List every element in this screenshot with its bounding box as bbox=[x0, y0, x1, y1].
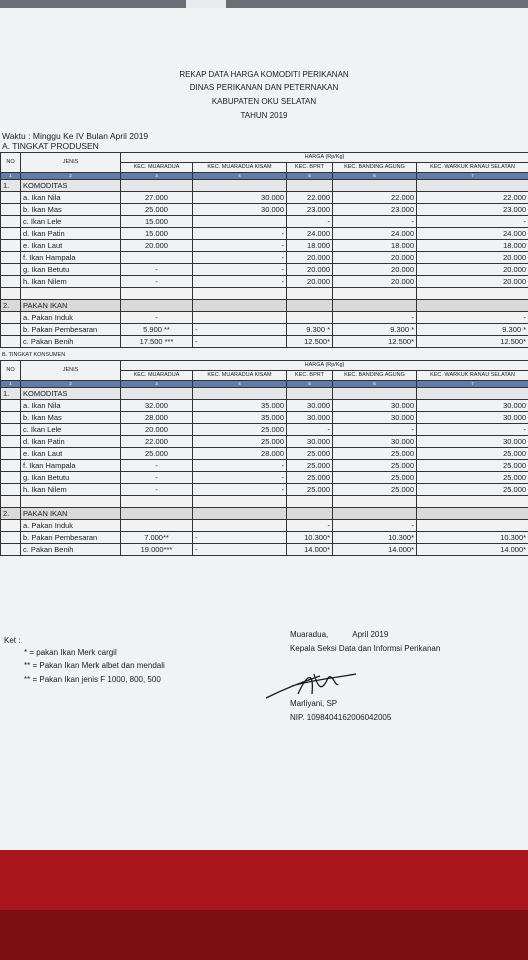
price-cell: 24.000 bbox=[287, 228, 333, 240]
price-cell: - bbox=[193, 532, 287, 544]
category-label: PAKAN IKAN bbox=[21, 508, 121, 520]
table-cell bbox=[121, 300, 193, 312]
price-cell: 20.000 bbox=[417, 264, 528, 276]
signature-date: April 2019 bbox=[352, 630, 389, 639]
surface-shadow bbox=[0, 910, 528, 960]
table-row bbox=[1, 252, 528, 264]
price-cell: - bbox=[193, 460, 287, 472]
table-cell bbox=[1, 228, 21, 240]
price-cell: 30.000 bbox=[333, 412, 417, 424]
price-cell: 12.500* bbox=[417, 336, 528, 348]
price-cell bbox=[193, 520, 287, 532]
table-row bbox=[1, 240, 528, 252]
table-cell bbox=[333, 388, 417, 400]
table-cell bbox=[193, 388, 287, 400]
price-cell: 25.000 bbox=[333, 484, 417, 496]
price-cell: 22.000 bbox=[333, 192, 417, 204]
price-cell: 20.000 bbox=[121, 424, 193, 436]
commodity-name: d. Ikan Patin bbox=[21, 228, 121, 240]
category-row bbox=[1, 388, 528, 400]
header-no: NO bbox=[1, 361, 21, 381]
category-number: 2. bbox=[1, 508, 21, 520]
table-cell bbox=[287, 508, 333, 520]
price-cell: 30.000 bbox=[333, 436, 417, 448]
table-row bbox=[1, 544, 528, 556]
price-cell: - bbox=[121, 276, 193, 288]
price-cell: - bbox=[333, 520, 417, 532]
table-row bbox=[1, 204, 528, 216]
key-text: = pakan Ikan Merk cargil bbox=[29, 648, 117, 657]
commodity-name: h. Ikan Nilem bbox=[21, 276, 121, 288]
header-district: KEC. MUARADUA KISAM bbox=[193, 163, 287, 173]
key-item bbox=[24, 675, 161, 684]
price-cell: - bbox=[417, 216, 528, 228]
price-cell: - bbox=[333, 312, 417, 324]
key-text: = Pakan Ikan jenis F 1000, 800, 500 bbox=[32, 675, 161, 684]
key-marker: ** bbox=[24, 675, 31, 684]
table-cell bbox=[417, 288, 528, 300]
price-cell: 30.000 bbox=[417, 436, 528, 448]
column-number: 6 bbox=[333, 381, 417, 388]
price-cell: - bbox=[193, 544, 287, 556]
section-b-title: B. TINGKAT KONSUMEN bbox=[2, 352, 66, 358]
table-row bbox=[1, 324, 528, 336]
column-number: 6 bbox=[333, 173, 417, 180]
header-row bbox=[1, 361, 528, 371]
price-cell: - bbox=[193, 484, 287, 496]
table-cell bbox=[121, 288, 193, 300]
price-cell: 20.000 bbox=[287, 264, 333, 276]
price-cell: - bbox=[193, 324, 287, 336]
category-number: 1. bbox=[1, 180, 21, 192]
table-cell bbox=[1, 240, 21, 252]
price-cell bbox=[193, 312, 287, 324]
price-cell: - bbox=[417, 312, 528, 324]
table-cell bbox=[287, 300, 333, 312]
category-row bbox=[1, 180, 528, 192]
column-number: 2 bbox=[21, 381, 121, 388]
key-marker: ** bbox=[24, 661, 31, 670]
red-surface bbox=[0, 850, 528, 960]
price-cell: 25.000 bbox=[333, 472, 417, 484]
column-number-row bbox=[1, 381, 528, 388]
price-cell: 27.000 bbox=[121, 192, 193, 204]
table-row bbox=[1, 448, 528, 460]
header-harga: HARGA (Rp/Kg) bbox=[121, 153, 528, 163]
commodity-name: a. Ikan Nila bbox=[21, 400, 121, 412]
table-cell bbox=[121, 508, 193, 520]
title-line-3: KABUPATEN OKU SELATAN bbox=[211, 97, 317, 106]
commodity-name: g. Ikan Betutu bbox=[21, 472, 121, 484]
table-cell bbox=[1, 336, 21, 348]
price-cell: - bbox=[333, 216, 417, 228]
price-cell: - bbox=[287, 216, 333, 228]
price-cell: 18.000 bbox=[333, 240, 417, 252]
table-row bbox=[1, 276, 528, 288]
table-cell bbox=[1, 436, 21, 448]
table-cell bbox=[1, 484, 21, 496]
price-cell bbox=[121, 252, 193, 264]
price-cell: - bbox=[193, 252, 287, 264]
price-cell: 30.000 bbox=[193, 192, 287, 204]
column-number: 4 bbox=[193, 381, 287, 388]
price-cell: 10.300* bbox=[417, 532, 528, 544]
price-cell: - bbox=[121, 484, 193, 496]
price-cell: 15.000 bbox=[121, 228, 193, 240]
price-cell bbox=[417, 520, 528, 532]
consumer-price-table bbox=[0, 360, 528, 556]
price-cell: - bbox=[121, 264, 193, 276]
table-row bbox=[1, 228, 528, 240]
table-cell bbox=[1, 496, 21, 508]
column-number: 3 bbox=[121, 173, 193, 180]
price-cell: - bbox=[417, 424, 528, 436]
price-cell: 15.000 bbox=[121, 216, 193, 228]
table-row bbox=[1, 424, 528, 436]
price-cell: - bbox=[333, 424, 417, 436]
table-cell bbox=[1, 288, 21, 300]
category-row bbox=[1, 300, 528, 312]
table-cell bbox=[287, 180, 333, 192]
table-row bbox=[1, 216, 528, 228]
price-cell: 23.000 bbox=[333, 204, 417, 216]
price-cell: - bbox=[121, 460, 193, 472]
price-cell: 23.000 bbox=[287, 204, 333, 216]
price-cell: 25.000 bbox=[287, 472, 333, 484]
table-cell bbox=[1, 424, 21, 436]
price-cell: 35.000 bbox=[193, 400, 287, 412]
table-cell bbox=[1, 276, 21, 288]
price-cell: 25.000 bbox=[417, 472, 528, 484]
table-cell bbox=[1, 460, 21, 472]
table-cell bbox=[1, 264, 21, 276]
table-row bbox=[1, 400, 528, 412]
price-cell: 25.000 bbox=[417, 448, 528, 460]
price-cell: 35.000 bbox=[193, 412, 287, 424]
price-cell: 20.000 bbox=[333, 264, 417, 276]
feed-name: b. Pakan Pembesaran bbox=[21, 324, 121, 336]
table-row bbox=[1, 412, 528, 424]
table-row bbox=[1, 520, 528, 532]
table-cell bbox=[287, 288, 333, 300]
price-cell: 10.300* bbox=[333, 532, 417, 544]
column-number: 5 bbox=[287, 381, 333, 388]
price-cell: - bbox=[193, 264, 287, 276]
column-number: 7 bbox=[417, 381, 528, 388]
price-cell: 18.000 bbox=[417, 240, 528, 252]
table-cell bbox=[193, 180, 287, 192]
price-cell: 30.000 bbox=[417, 400, 528, 412]
table-cell bbox=[417, 508, 528, 520]
signature-place: Muaradua, bbox=[290, 630, 329, 639]
header-district: KEC. MUARADUA KISAM bbox=[193, 371, 287, 381]
feed-name: a. Pakan Induk bbox=[21, 312, 121, 324]
table-row bbox=[1, 264, 528, 276]
price-cell: 30.000 bbox=[287, 436, 333, 448]
price-cell: 23.000 bbox=[417, 204, 528, 216]
category-number: 1. bbox=[1, 388, 21, 400]
price-cell: 9.300 * bbox=[333, 324, 417, 336]
table-cell bbox=[417, 180, 528, 192]
price-cell: 25.000 bbox=[193, 424, 287, 436]
price-cell: - bbox=[193, 228, 287, 240]
header-row bbox=[1, 153, 528, 163]
table-cell bbox=[1, 532, 21, 544]
price-cell: - bbox=[287, 520, 333, 532]
price-cell: 24.000 bbox=[417, 228, 528, 240]
commodity-name: f. Ikan Hampala bbox=[21, 460, 121, 472]
table-cell bbox=[1, 544, 21, 556]
table-cell bbox=[333, 180, 417, 192]
header-harga: HARGA (Rp/Kg) bbox=[121, 361, 528, 371]
commodity-name: f. Ikan Hampala bbox=[21, 252, 121, 264]
header-district: KEC. MUARADUA bbox=[121, 371, 193, 381]
table-row bbox=[1, 336, 528, 348]
producer-price-table bbox=[0, 152, 528, 348]
table-cell bbox=[1, 520, 21, 532]
table-row bbox=[1, 436, 528, 448]
price-cell: 25.000 bbox=[287, 460, 333, 472]
table-cell bbox=[193, 300, 287, 312]
table-row bbox=[1, 192, 528, 204]
table-cell bbox=[1, 412, 21, 424]
table-cell bbox=[1, 400, 21, 412]
feed-name: b. Pakan Pembesaran bbox=[21, 532, 121, 544]
category-label: KOMODITAS bbox=[21, 388, 121, 400]
price-cell: 25.000 bbox=[121, 448, 193, 460]
header-district: KEC. MUARADUA bbox=[121, 163, 193, 173]
table-cell bbox=[1, 204, 21, 216]
category-row bbox=[1, 508, 528, 520]
period-label: Waktu : Minggu Ke IV Bulan April 2019 bbox=[2, 131, 149, 141]
header-district: KEC. BPRT bbox=[287, 163, 333, 173]
table-row bbox=[1, 484, 528, 496]
key-item bbox=[24, 648, 117, 657]
table-cell bbox=[1, 312, 21, 324]
table-cell bbox=[21, 288, 121, 300]
table-cell bbox=[333, 288, 417, 300]
table-cell bbox=[1, 252, 21, 264]
commodity-name: b. Ikan Mas bbox=[21, 412, 121, 424]
header-district: KEC. BPRT bbox=[287, 371, 333, 381]
price-cell: 32.000 bbox=[121, 400, 193, 412]
price-cell: 17.500 *** bbox=[121, 336, 193, 348]
table-cell bbox=[193, 508, 287, 520]
table-cell bbox=[1, 448, 21, 460]
price-cell: - bbox=[193, 240, 287, 252]
table-cell bbox=[1, 324, 21, 336]
commodity-name: e. Ikan Laut bbox=[21, 240, 121, 252]
price-cell: 14.000* bbox=[333, 544, 417, 556]
price-cell: 20.000 bbox=[333, 276, 417, 288]
signature-nip: NIP. 1098404162006042005 bbox=[290, 713, 392, 722]
commodity-name: a. Ikan Nila bbox=[21, 192, 121, 204]
signature-place-date bbox=[290, 630, 388, 639]
price-cell bbox=[121, 520, 193, 532]
category-label: PAKAN IKAN bbox=[21, 300, 121, 312]
price-cell: - bbox=[193, 336, 287, 348]
table-cell bbox=[417, 300, 528, 312]
table-cell bbox=[1, 192, 21, 204]
price-cell: 25.000 bbox=[193, 436, 287, 448]
signature-role: Kepala Seksi Data dan Informsi Perikanan bbox=[290, 644, 441, 653]
table-cell bbox=[417, 496, 528, 508]
header-district: KEC. WARKUK RANAU SELATAN bbox=[417, 163, 528, 173]
table-cell bbox=[417, 388, 528, 400]
price-cell: 9.300 * bbox=[287, 324, 333, 336]
table-row bbox=[1, 460, 528, 472]
commodity-name: c. Ikan Lele bbox=[21, 424, 121, 436]
price-cell: 5.900 ** bbox=[121, 324, 193, 336]
table-cell bbox=[121, 496, 193, 508]
price-cell: 9.300 * bbox=[417, 324, 528, 336]
header-district: KEC. BANDING AGUNG bbox=[333, 163, 417, 173]
commodity-name: g. Ikan Betutu bbox=[21, 264, 121, 276]
table-cell bbox=[287, 496, 333, 508]
price-cell: 30.000 bbox=[287, 400, 333, 412]
price-cell: 10.300* bbox=[287, 532, 333, 544]
signature-scribble bbox=[262, 668, 362, 702]
title-line-2: DINAS PERIKANAN DAN PETERNAKAN bbox=[189, 83, 339, 92]
price-cell: 19.000*** bbox=[121, 544, 193, 556]
commodity-name: h. Ikan Nilem bbox=[21, 484, 121, 496]
price-cell: - bbox=[121, 312, 193, 324]
price-cell: 30.000 bbox=[287, 412, 333, 424]
title-line-1: REKAP DATA HARGA KOMODITI PERIKANAN bbox=[179, 70, 349, 79]
commodity-name: b. Ikan Mas bbox=[21, 204, 121, 216]
price-cell: 24.000 bbox=[333, 228, 417, 240]
table-row bbox=[1, 532, 528, 544]
spacer-row bbox=[1, 288, 528, 300]
price-cell: 22.000 bbox=[287, 192, 333, 204]
price-cell: 20.000 bbox=[287, 276, 333, 288]
table-row bbox=[1, 472, 528, 484]
price-cell: 25.000 bbox=[417, 460, 528, 472]
price-cell: 22.000 bbox=[121, 436, 193, 448]
column-number: 2 bbox=[21, 173, 121, 180]
column-number-row bbox=[1, 173, 528, 180]
header-jenis: JENIS bbox=[21, 153, 121, 173]
price-cell: 25.000 bbox=[417, 484, 528, 496]
column-number: 1 bbox=[1, 381, 21, 388]
feed-name: c. Pakan Benih bbox=[21, 336, 121, 348]
key-marker: * bbox=[24, 648, 28, 657]
price-cell: 20.000 bbox=[121, 240, 193, 252]
key-label: Ket : bbox=[4, 636, 21, 645]
column-number: 7 bbox=[417, 173, 528, 180]
spacer-row bbox=[1, 496, 528, 508]
table-cell bbox=[1, 216, 21, 228]
table-cell bbox=[1, 472, 21, 484]
header-no: NO bbox=[1, 153, 21, 173]
header-jenis: JENIS bbox=[21, 361, 121, 381]
price-cell: 30.000 bbox=[333, 400, 417, 412]
price-cell: 20.000 bbox=[333, 252, 417, 264]
price-cell: 28.000 bbox=[193, 448, 287, 460]
table-cell bbox=[333, 496, 417, 508]
commodity-name: d. Ikan Patin bbox=[21, 436, 121, 448]
commodity-name: c. Ikan Lele bbox=[21, 216, 121, 228]
price-cell: 20.000 bbox=[417, 252, 528, 264]
feed-name: c. Pakan Benih bbox=[21, 544, 121, 556]
price-cell: 20.000 bbox=[287, 252, 333, 264]
table-cell bbox=[333, 300, 417, 312]
price-cell: 25.000 bbox=[333, 448, 417, 460]
table-row bbox=[1, 312, 528, 324]
column-number: 5 bbox=[287, 173, 333, 180]
document-title bbox=[0, 70, 528, 120]
price-cell: 30.000 bbox=[417, 412, 528, 424]
price-cell bbox=[193, 216, 287, 228]
price-cell: 25.000 bbox=[121, 204, 193, 216]
price-cell: - bbox=[121, 472, 193, 484]
category-label: KOMODITAS bbox=[21, 180, 121, 192]
commodity-name: e. Ikan Laut bbox=[21, 448, 121, 460]
price-cell: 20.000 bbox=[417, 276, 528, 288]
price-cell: - bbox=[193, 472, 287, 484]
price-cell: 18.000 bbox=[287, 240, 333, 252]
price-cell: 12.500* bbox=[333, 336, 417, 348]
header-district: KEC. BANDING AGUNG bbox=[333, 371, 417, 381]
price-cell: - bbox=[193, 276, 287, 288]
price-cell bbox=[287, 312, 333, 324]
table-cell bbox=[21, 496, 121, 508]
table-cell bbox=[193, 288, 287, 300]
price-cell: 28.000 bbox=[121, 412, 193, 424]
price-cell: 25.000 bbox=[333, 460, 417, 472]
price-cell: 25.000 bbox=[287, 448, 333, 460]
price-cell: 14.000* bbox=[417, 544, 528, 556]
key-text: = Pakan Ikan Merk albet dan mendali bbox=[32, 661, 165, 670]
price-cell: - bbox=[287, 424, 333, 436]
table-cell bbox=[193, 496, 287, 508]
price-cell: 22.000 bbox=[417, 192, 528, 204]
column-number: 4 bbox=[193, 173, 287, 180]
signature-name: Marliyani, SP bbox=[290, 699, 338, 708]
price-cell: 14.000* bbox=[287, 544, 333, 556]
price-cell: 7.000** bbox=[121, 532, 193, 544]
table-cell bbox=[121, 388, 193, 400]
table-cell bbox=[121, 180, 193, 192]
column-number: 1 bbox=[1, 173, 21, 180]
section-a-title: A. TINGKAT PRODUSEN bbox=[2, 141, 99, 151]
key-item bbox=[24, 661, 165, 670]
category-number: 2. bbox=[1, 300, 21, 312]
header-district: KEC. WARKUK RANAU SELATAN bbox=[417, 371, 528, 381]
table-cell bbox=[333, 508, 417, 520]
title-line-4: TAHUN 2019 bbox=[240, 111, 288, 120]
feed-name: a. Pakan Induk bbox=[21, 520, 121, 532]
table-cell bbox=[287, 388, 333, 400]
price-cell: 30.000 bbox=[193, 204, 287, 216]
price-cell: 25.000 bbox=[287, 484, 333, 496]
price-cell: 12.500* bbox=[287, 336, 333, 348]
column-number: 3 bbox=[121, 381, 193, 388]
